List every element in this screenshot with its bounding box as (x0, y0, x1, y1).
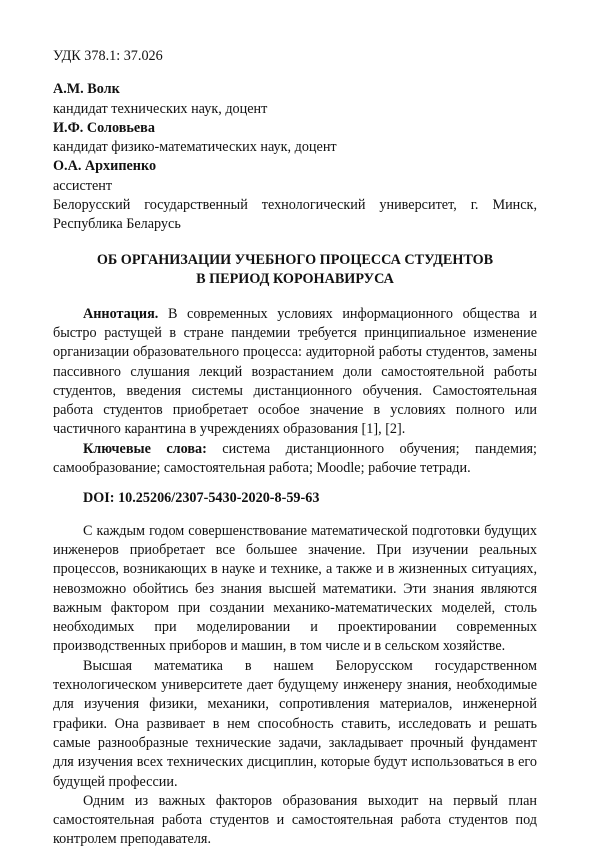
abstract-label: Аннотация. (83, 305, 159, 322)
paper-page (53, 47, 537, 850)
abstract-text: В современных условиях информационного общества и быстро растущей в стране пандемии требуется принципиальное изменение организации образовательного процесса: аудиторной работы студентов, замены пассивного слушания лекций возрастанием доли самостоятельной работы студентов, введения системы дистанционного обучения. Самостоятельная работа студентов приобретает особое значение в условиях полного или частичного карантина в учреждениях образования [1], [2]. (53, 305, 537, 438)
author-name: И.Ф. Соловьева (53, 119, 155, 136)
doi: DOI: 10.25206/2307-5430-2020-8-59-63 (83, 490, 320, 507)
author-degree: ассистент (53, 177, 113, 194)
authors-block (53, 80, 537, 196)
paper-title (53, 251, 537, 290)
body-paragraph: Одним из важных факторов образования выходит на первый план самостоятельная работа студентов и самостоятельная работа студентов под контролем преподавателя. (53, 792, 537, 848)
keywords-text: система дистанционного обучения; пандемия; самообразование; самостоятельная работа; Moodle; рабочие тетради. (53, 440, 538, 477)
affiliation: Белорусский государственный технологический университет, г. Минск, Республика Беларусь (53, 197, 537, 233)
author-name: О.А. Архипенко (53, 158, 157, 175)
udk-code: УДК 378.1: 37.026 (53, 48, 163, 64)
body-paragraph: С каждым годом совершенствование математической подготовки будущих инженеров приобретает все большее значение. При изучении реальных процессов, возникающих в науке и технике, а также и в жизненных ситуациях, невозможно обойтись без знания высшей математики. Эти знания являются важным фактором при создании механико-математических моделей, столь необходимых при моделировании и проектировании современных производственных приборов и машин, в том числе и в сельском хозяйстве. (53, 522, 537, 655)
keywords-label: Ключевые слова: (83, 440, 207, 457)
keywords (53, 440, 537, 479)
paper-title-line: ОБ ОРГАНИЗАЦИИ УЧЕБНОГО ПРОЦЕССА СТУДЕНТОВ (96, 251, 494, 268)
paper-title-line: В ПЕРИОД КОРОНАВИРУСА (196, 271, 394, 288)
author-degree: кандидат физико-математических наук, доцент (53, 139, 337, 156)
author-name: А.М. Волк (53, 81, 120, 98)
author-degree: кандидат технических наук, доцент (53, 100, 268, 117)
abstract (53, 305, 537, 440)
body-paragraph: Высшая математика в нашем Белорусском государственном технологическом университете дает будущему инженеру знания, необходимые для изучения физики, механики, сопротивления материалов, инженерной графики. Она развивает в нем способность ставить, исследовать и решать самые разнообразные технические задачи, закладывает прочный фундамент для изучения всех технических дисциплин, которые будут использоваться в его будущей профессии. (53, 657, 537, 790)
